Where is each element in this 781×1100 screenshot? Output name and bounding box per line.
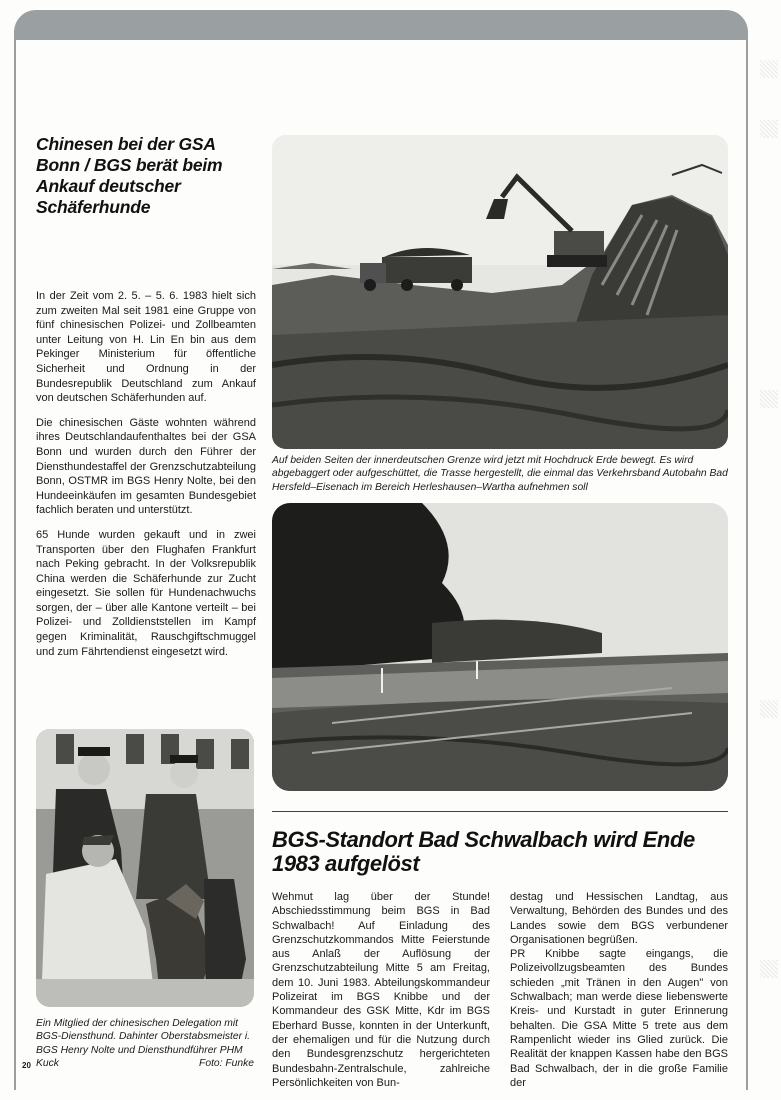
scan-speck xyxy=(760,700,778,718)
article-1-paragraph: 65 Hunde wurden gekauft und in zwei Transporten über den Flughafen Frankfurt nach Peking gebracht. In der Volksrepublik China werden die Schäferhunde zur Zucht eingesetzt. Sie sollen für Hundenachwuchs sorgen, der – über alle Kantone verteilt – bei Polizei- und Zolldienststellen im Kampf gegen Kriminalität, Rauschgiftschmuggel und zum Fährtendienst eingesetzt wird. xyxy=(36,528,256,658)
scan-speck xyxy=(760,960,778,978)
photo-caption-delegation xyxy=(36,1017,254,1071)
photo-delegation-with-dog xyxy=(36,729,254,1007)
photo-credit: Foto: Funke xyxy=(199,1058,254,1070)
article-2-column-left: Wehmut lag über der Stunde! Abschiedsstimmung beim BGS in Bad Schwalbach! Auf Einladung des Grenzschutzkommandos Mitte Feierstunde aus Anlaß der Auflösung der Grenzschutzabteilung Mitte 5 am Freitag, dem 10. Juni 1983. Abteilungskommandeur Polizeirat im BGS Knibbe und der Kommandeur des GSK Mitte, Kdr im BGS Eberhard Busse, konnten in der Unterkunft, der ehemaligen und für die Nutzung durch den Bundesgrenzschutz hergerichteten Bundesbahn-Zentralschule, zahlreiche Persönlichkeiten von Bun- xyxy=(272,891,490,1089)
article-1-paragraph: Die chinesischen Gäste wohnten während ihres Deutschlandaufenthaltes bei der GSA Bonn und wurden durch den Führer der Diensthundestaffel der Grenzschutzabteilung Bonn, OSTMR im BGS Henry Nolte, bei den Hundeeinkäufen im gesamten Bundesgebiet fachlich beraten und unterstützt. xyxy=(36,416,256,517)
article-1-headline: Chinesen bei der GSA Bonn / BGS berät beim Ankauf deutscher Schäferhunde xyxy=(36,134,223,217)
article-2-column-right xyxy=(510,890,728,1090)
scan-speck xyxy=(760,390,778,408)
article-2-headline: BGS-Standort Bad Schwalbach wird Ende 1983 aufgelöst xyxy=(272,827,695,876)
scan-speck xyxy=(760,60,778,78)
page-number: 20 xyxy=(22,1061,31,1070)
caption-text: Ein Mitglied der chinesischen Delegation mit BGS-Diensthund. Dahinter Oberstabsmeister i. BGS Henry Nolte und Diensthundführer PHM Kuck xyxy=(36,1018,251,1070)
article-2-paragraph: destag und Hessischen Landtag, aus Verwaltung, Behörden des Bundes und des Landes sowie dem BGS verbundener Organisationen begrüßen. xyxy=(510,891,728,946)
photo-road-construction xyxy=(272,503,728,791)
section-divider xyxy=(272,811,728,812)
photo-earthworks-excavator xyxy=(272,135,728,449)
article-1-paragraph: In der Zeit vom 2. 5. – 5. 6. 1983 hielt sich zum zweiten Mal seit 1981 eine Gruppe von fünf chinesischen Polizei- und Zollbeamten unter Leitung von H. Lin En bin aus dem Pekinger Ministerium für öffentliche Sicherheit und Ordnung in der Bundesrepublik Deutschland zum Ankauf von deutschen Schäferhunden auf. xyxy=(36,290,256,405)
photo-caption-earthworks: Auf beiden Seiten der innerdeutschen Grenze wird jetzt mit Hochdruck Erde bewegt. Es wird abgebaggert oder aufgeschüttet, die Trasse hergestellt, die einmal das Verkehrsband Autobahn Bad Hersfeld–Eisenach im Bereich Herleshausen–Wartha aufnehmen soll xyxy=(272,455,728,493)
scan-speck xyxy=(760,120,778,138)
article-2-paragraph: PR Knibbe sagte eingangs, die Polizeivollzugsbeamten des Bundes schieden „mit Tränen in den Augen" von Schwalbach; man werde diese liebenswerte Kreis- und Kurstadt in guter Erinnerung behalten. Die GSA Mitte 5 trete aus dem Rampenlicht wieder ins Glied zurück. Die Realität der knappen Kassen habe den BGS Bad Schwalbach, der in die große Familie der xyxy=(510,948,728,1089)
article-1-body xyxy=(36,289,256,669)
